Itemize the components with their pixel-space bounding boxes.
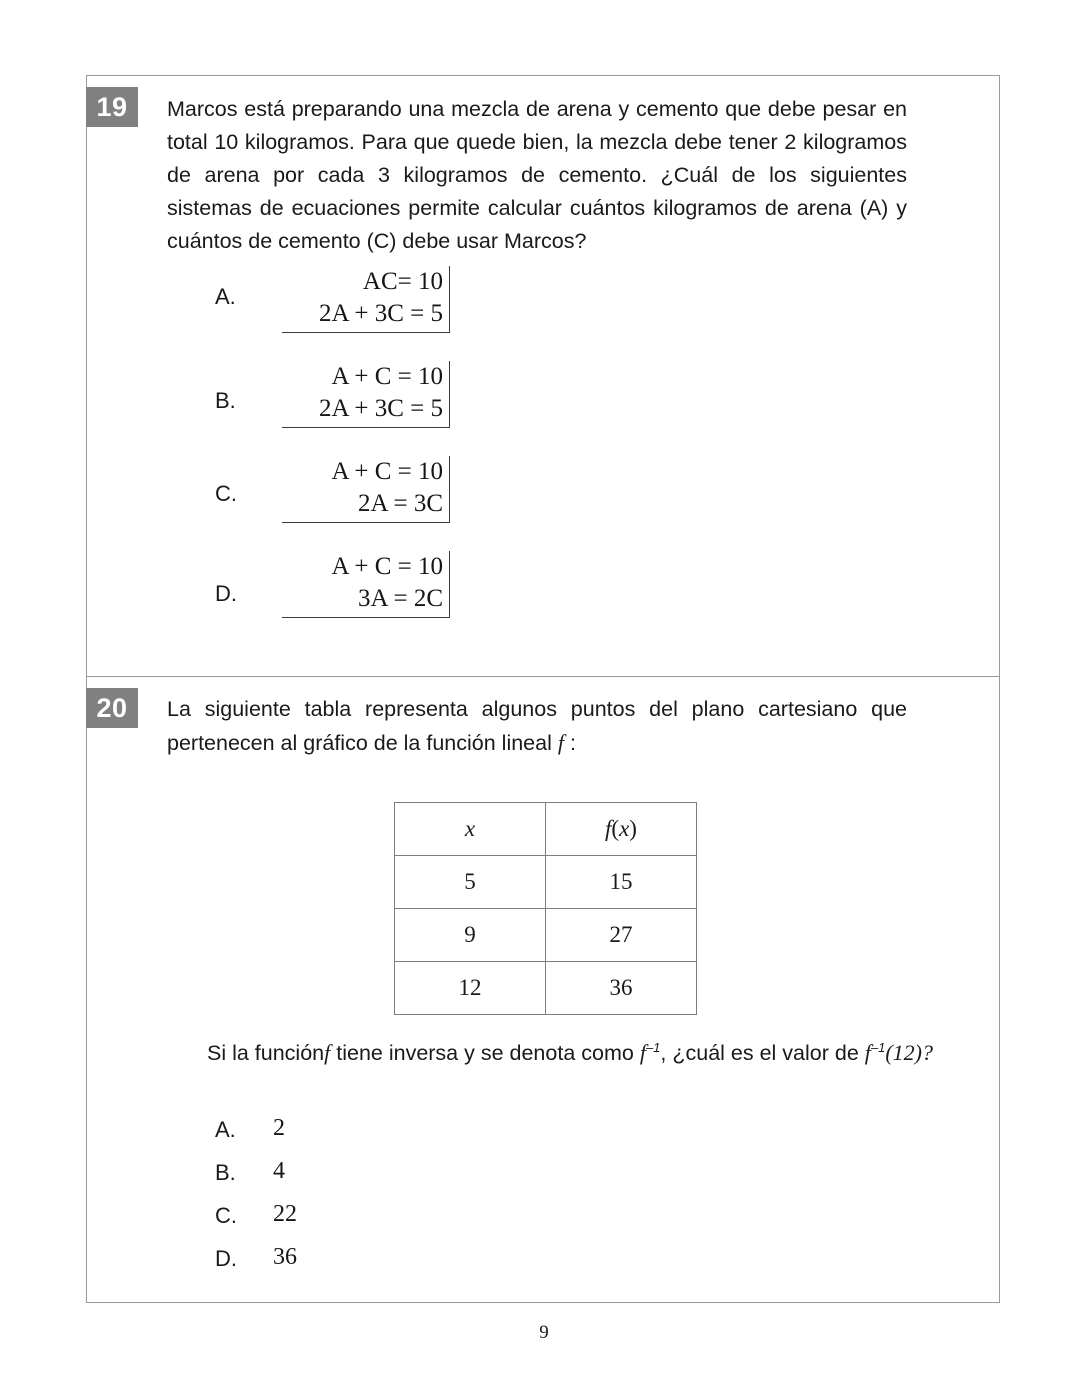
option-letter-b: B. <box>215 1160 236 1185</box>
stem-text-after: : <box>563 731 576 755</box>
equation-system-c <box>282 456 450 523</box>
option-letter-d: D. <box>215 1246 237 1271</box>
function-values-table <box>394 802 697 1015</box>
inverse-exponent: –1 <box>870 1040 886 1055</box>
equation-line-2: 3A = 2C <box>358 585 443 612</box>
option-letter-d: D. <box>215 581 237 606</box>
function-symbol-f: f <box>324 1040 331 1066</box>
option-letter-c: C. <box>215 1203 237 1228</box>
option-row-d[interactable] <box>87 551 999 646</box>
cell-x: 12 <box>395 962 546 1015</box>
option-row-a[interactable] <box>87 1117 999 1160</box>
option-row-a[interactable] <box>87 266 999 361</box>
table-header-row <box>395 803 697 856</box>
function-symbol-f-inverse: f <box>639 1040 646 1066</box>
stem-text-before: La siguiente tabla representa algunos puntos del plano cartesiano que pertenecen al gráfico de la función lineal <box>167 697 907 755</box>
question-block-20 <box>87 676 999 1271</box>
question-number-badge-20: 20 <box>86 688 138 728</box>
answer-options-19 <box>87 266 999 646</box>
table-row <box>395 962 697 1015</box>
table-row <box>395 909 697 962</box>
cell-x: 9 <box>395 909 546 962</box>
option-value-b: 4 <box>273 1158 285 1184</box>
option-row-d[interactable] <box>87 1246 999 1289</box>
cell-fx: 15 <box>546 856 697 909</box>
equation-line-1: A + C = 10 <box>331 458 443 485</box>
followup-part-4: (12)? <box>885 1040 934 1066</box>
option-letter-c: C. <box>215 481 237 506</box>
option-row-c[interactable] <box>87 456 999 551</box>
table-header-x: x <box>395 803 546 856</box>
equation-line-2: 2A = 3C <box>358 490 443 517</box>
equation-line-1: AC= 10 <box>362 268 443 295</box>
function-symbol-f-inverse-applied: f <box>864 1040 871 1066</box>
followup-part-2: tiene inversa y se denota como <box>330 1041 634 1066</box>
option-value-a: 2 <box>273 1115 285 1141</box>
function-symbol-f: f <box>557 730 564 755</box>
option-row-b[interactable] <box>87 1160 999 1203</box>
option-row-c[interactable] <box>87 1203 999 1246</box>
followup-part-1: Si la función <box>207 1041 325 1066</box>
equation-system-d <box>282 551 450 618</box>
equation-line-1: A + C = 10 <box>331 553 443 580</box>
exam-page-sheet <box>86 75 1000 1343</box>
cell-fx: 36 <box>546 962 697 1015</box>
question-number-badge-19: 19 <box>86 87 138 127</box>
inverse-exponent: –1 <box>645 1040 661 1055</box>
equation-line-2: 2A + 3C = 5 <box>318 395 443 422</box>
option-row-b[interactable] <box>87 361 999 456</box>
equation-system-b <box>282 361 450 428</box>
question-stem-19: Marcos está preparando una mezcla de arena y cemento que debe pesar en total 10 kilogramos. Para que quede bien, la mezcla debe tener 2 kilogramos de arena por cada 3 kilogramos de cemento. ¿Cuál de los siguientes sistemas de ecuaciones permite calcular cuántos kilogramos de arena (A) y cuántos de cemento (C) debe usar Marcos? <box>167 97 907 253</box>
answer-options-20 <box>87 1117 999 1289</box>
option-value-c: 22 <box>273 1201 297 1227</box>
table-header-fx: f(x) <box>546 803 697 856</box>
table-row <box>395 856 697 909</box>
followup-part-3: , ¿cuál es el valor de <box>660 1041 859 1066</box>
cell-x: 5 <box>395 856 546 909</box>
equation-line-2: 2A + 3C = 5 <box>318 300 443 327</box>
option-letter-a: A. <box>215 1117 236 1142</box>
page-number-footer: 9 <box>539 1322 549 1343</box>
option-letter-b: B. <box>215 388 236 413</box>
cell-fx: 27 <box>546 909 697 962</box>
equation-line-1: A + C = 10 <box>331 363 443 390</box>
question-stem-20 <box>167 693 907 760</box>
question-followup-text-20 <box>207 1032 933 1069</box>
equation-system-a <box>282 266 450 333</box>
option-letter-a: A. <box>215 284 236 309</box>
option-value-d: 36 <box>273 1244 297 1270</box>
